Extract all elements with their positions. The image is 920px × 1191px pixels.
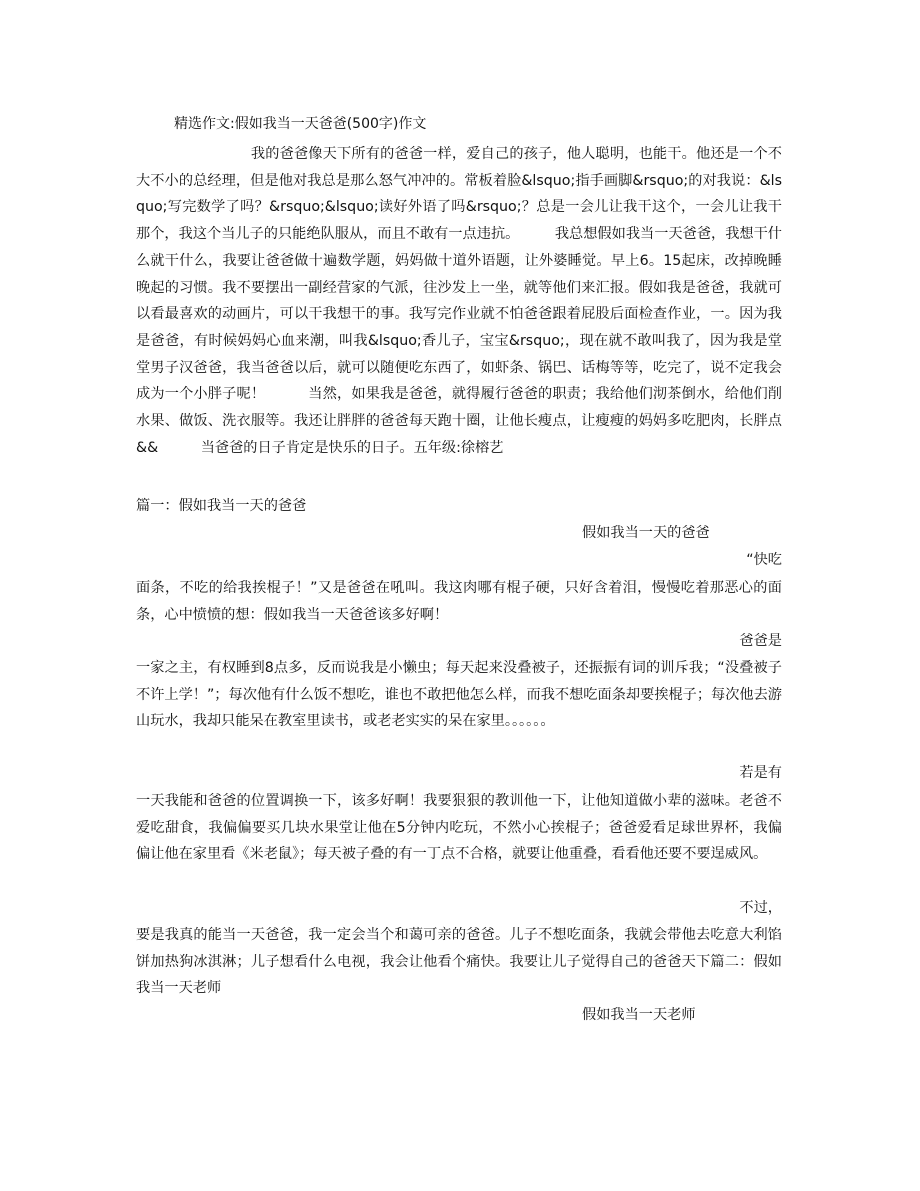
paragraph2-text: 一家之主，有权睡到8点多，反而说我是小懒虫；每天起来没叠被子，还振振有词的训斥我；“没叠被子不许上学！”；每次他有什么饭不想吃，谁也不敢把他怎么样，而我不想吃面条却要挨棍子；每次他去游山玩水，我却只能呆在教室里读书，或老老实实的呆在家里。。。。。。 bbox=[136, 660, 782, 730]
paragraph4-text: 要是我真的能当一天爸爸，我一定会当个和蔼可亲的爸爸。儿子不想吃面条，我就会带他去吃意大利馅饼加热狗冰淇淋；儿子想看什么电视，我会让他看个痛快。我要让儿子觉得自己的爸爸天下篇二：假如我当一天老师 bbox=[136, 927, 782, 997]
paragraph3-text: 一天我能和爸爸的位置调换一下，该多好啊！我要狠狠的教训他一下，让他知道做小辈的滋味。老爸不爱吃甜食，我偏偏要买几块水果堂让他在5分钟内吃玩，不然小心挨棍子；爸爸爱看足球世界杯，我偏偏让他在家里看《米老鼠》；每天被子叠的有一丁点不合格，就要让他重叠，看看他还要不要逞威风。 bbox=[136, 793, 782, 863]
essay-main-text: 我的爸爸像天下所有的爸爸一样，爱自己的孩子，他人聪明，也能干。他还是一个不大不小的总经理，但是他对我总是那么怒气冲冲的。常板着脸&lsquo;指手画脚&rsquo;的对我说：&lsquo;写完数学了吗？&rsquo;&lsquo;读好外语了吗&rsquo;？总是一会儿让我干这个，一会儿让我干那个，我这个当儿子的只能绝队服从，而且不敢有一点违抗。 我总想假如我当一天爸爸，我想干什么就干什么，我要让爸爸做十遍数学题，妈妈做十道外语题，让外婆睡觉。早上6。15起床，改掉晚睡晚起的习惯。我不要摆出一副经营家的气派，往沙发上一坐，就等他们来汇报。假如我是爸爸，我就可以看最喜欢的动画片，可以干我想干的事。我写完作业就不怕爸爸跟着屁股后面检查作业，一。因为我是爸爸，有时候妈妈心血来潮，叫我&lsquo;香儿子，宝宝&rsquo;，现在就不敢叫我了，因为我是堂堂男子汉爸爸，我当爸爸以后，就可以随便吃东西了，如虾条、锅巴、话梅等等，吃完了，说不定我会成为一个小胖子呢！ 当然，如果我是爸爸，就得履行爸爸的职责；我给他们沏茶倒水，给他们削水果、做饭、洗衣服等。我还让胖胖的爸爸每天跑十圈，让他长瘦点，让瘦瘦的妈妈多吃肥肉，长胖点&& 当爸爸的日子肯定是快乐的日子。五年级:徐榕艺 bbox=[136, 146, 782, 456]
section1-heading: 篇一：假如我当一天的爸爸 bbox=[136, 498, 307, 514]
paragraph1-text: 面条，不吃的给我挨棍子！”又是爸爸在吼叫。我这肉哪有棍子硬，只好含着泪，慢慢吃着那恶心的面条，心中愤愤的想：假如我当一天爸爸该多好啊！ bbox=[136, 580, 782, 623]
paragraph2-lead: 爸爸是 bbox=[739, 633, 782, 649]
paragraph4-lead: 不过， bbox=[739, 900, 782, 916]
paragraph3-lead: 若是有 bbox=[739, 765, 782, 781]
paragraph1-lead: “快吃 bbox=[746, 552, 782, 568]
document-title: 精选作文:假如我当一天爸爸(500字)作文 bbox=[174, 116, 427, 132]
section2-title: 假如我当一天老师 bbox=[582, 1007, 696, 1023]
section1-title: 假如我当一天的爸爸 bbox=[582, 525, 710, 541]
